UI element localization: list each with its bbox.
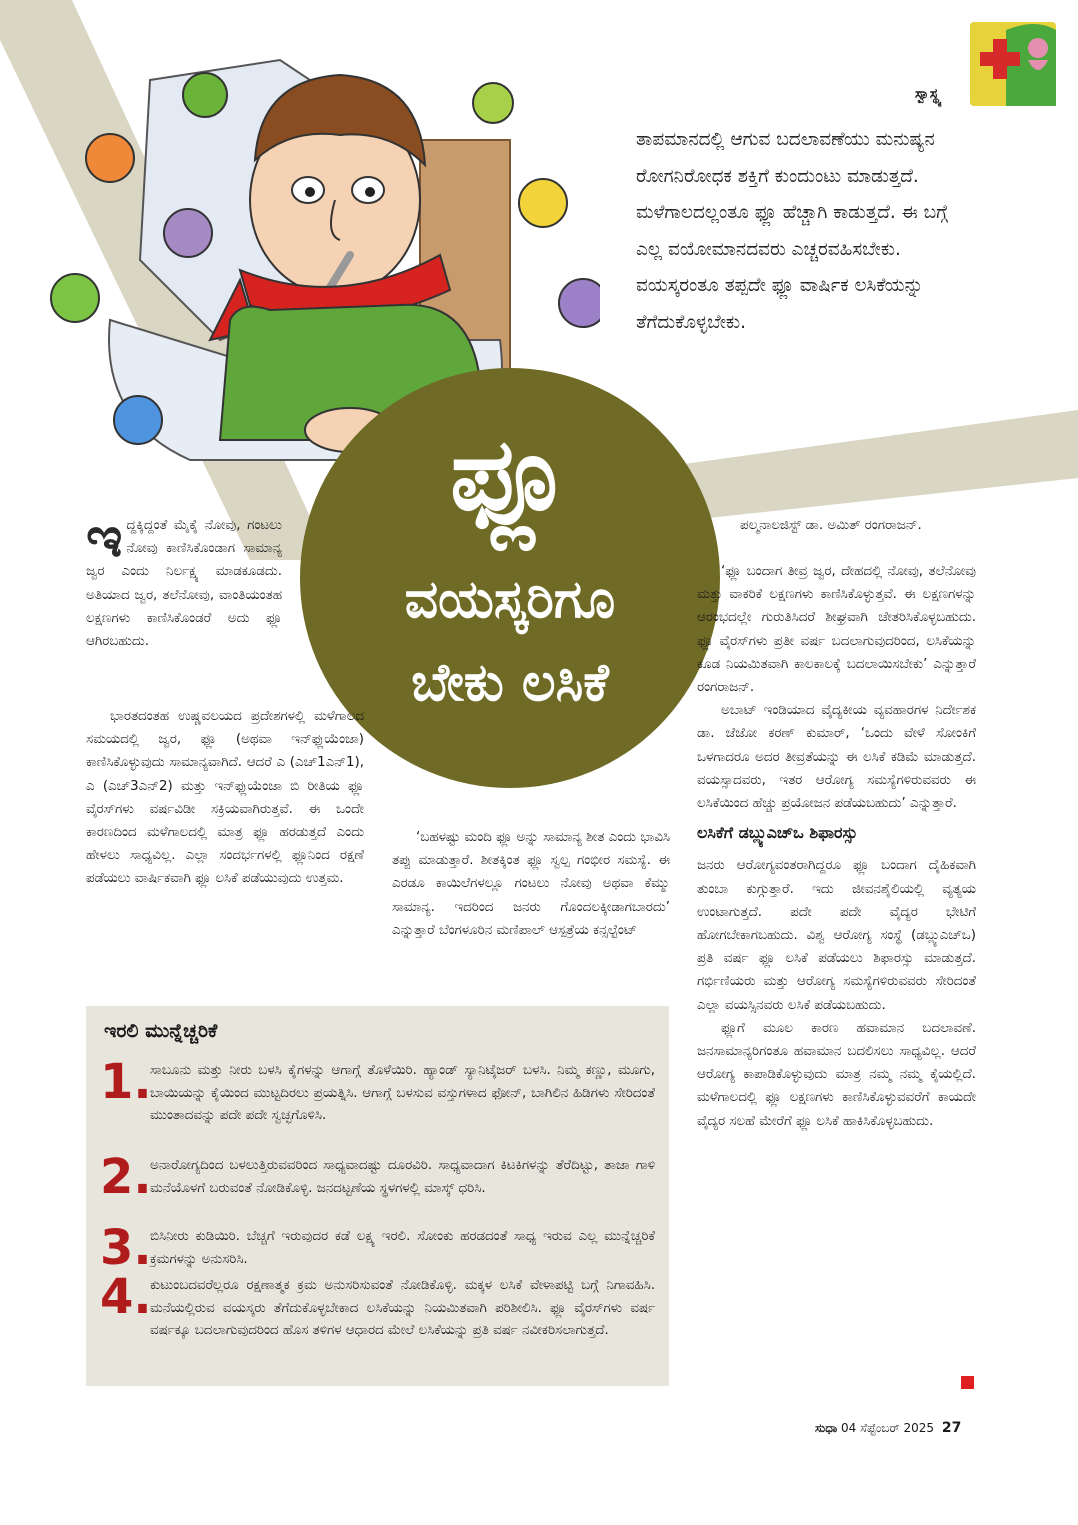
footer-date: 04 ಸೆಪ್ಟೆಂಬರ್ 2025 <box>841 1421 935 1435</box>
end-mark <box>961 1376 974 1389</box>
col3-paragraph-1: ಪಲ್ಮನಾಲಜಿಸ್ಟ್ ಡಾ. ಅಮಿತ್ ರಂಗರಾಜನ್. <box>740 518 922 533</box>
column-1-continued <box>86 705 364 891</box>
tip-text-1: ಸಾಬೂನು ಮತ್ತು ನೀರು ಬಳಸಿ ಕೈಗಳನ್ನು ಆಗಾಗ್ಗೆ ತೊಳೆಯಿರಿ. ಹ್ಯಾಂಡ್ ಸ್ಯಾನಿಟೈಜರ್ ಬಳಸಿ. ನಿಮ್ಮ ಕಣ್ಣು, ಮೂಗು, ಬಾಯಿಯನ್ನು ಕೈಯಿಂದ ಮುಟ್ಟದಿರಲು ಪ್ರಯತ್ನಿಸಿ. ಆಗಾಗ್ಗೆ ಬಳಸುವ ವಸ್ತುಗಳಾದ ಫೋನ್, ಬಾಗಿಲಿನ ಹಿಡಿಗಳು ಸೇರಿದಂತೆ ಮುಂತಾದವನ್ನು ಪದೇ ಪದೇ ಸ್ವಚ್ಛಗೊಳಿಸಿ. <box>150 1063 655 1123</box>
col1-paragraph-2: ಭಾರತದಂತಹ ಉಷ್ಣವಲಯದ ಪ್ರದೇಶಗಳಲ್ಲಿ ಮಳೆಗಾಲದ ಸಮಯದಲ್ಲಿ ಜ್ವರ, ಫ್ಲೂ (ಅಥವಾ ಇನ್‌ಫ್ಲುಯೆಂಜಾ) ಕಾಣಿಸಿಕೊಳ್ಳುವುದು ಸಾಮಾನ್ಯವಾಗಿದೆ. ಆದರೆ ಎ (ಎಚ್1ಎನ್1), ಎ (ಎಚ್3ಎನ್2) ಮತ್ತು ಇನ್‌ಫ್ಲುಯೆಂಜಾ ಬಿ ರೀತಿಯ ಫ್ಲೂ ವೈರಸ್‌ಗಳು ವರ್ಷವಿಡೀ ಸಕ್ರಿಯವಾಗಿರುತ್ತವೆ. ಈ ಒಂದೇ ಕಾರಣದಿಂದ ಮಳೆಗಾಲದಲ್ಲಿ ಮಾತ್ರ ಫ್ಲೂ ಹರಡುತ್ತದೆ ಎಂದು ಹೇಳಲು ಸಾಧ್ಯವಿಲ್ಲ. ಎಲ್ಲಾ ಸಂದರ್ಭಗಳಲ್ಲಿ ಫ್ಲೂನಿಂದ ರಕ್ಷಣೆ ಪಡೆಯಲು ವಾರ್ಷಿಕವಾಗಿ ಫ್ಲೂ ಲಸಿಕೆ ಪಡೆಯುವುದು ಉತ್ತಮ. <box>86 709 364 887</box>
col1-paragraph-1: ದ್ದಕ್ಕಿದ್ದಂತೆ ಮೈಕೈ ನೋವು, ಗಂಟಲು ನೋವು ಕಾಣಿಸಿಕೊಂಡಾಗ ಸಾಮಾನ್ಯ ಜ್ವರ ಎಂದು ನಿರ್ಲಕ್ಷ್ಯ ಮಾಡಕೂಡದು. ಅತಿಯಾದ ಜ್ವರ, ತಲೆನೋವು, ವಾಂತಿಯಂತಹ ಲಕ್ಷಣಗಳು ಕಾಣಿಸಿಕೊಂಡರೆ ಅದು ಫ್ಲೂ ಆಗಿರಬಹುದು. <box>86 518 282 650</box>
tip-number-3: 3. <box>100 1220 152 1276</box>
column-3-continued <box>697 560 976 1133</box>
tips-heading: ಇರಲಿ ಮುನ್ನೆಚ್ಚರಿಕೆ <box>104 1020 218 1042</box>
section-label: ಸ್ವಾಸ್ಥ್ಯ <box>915 86 942 102</box>
tip-number-1: 1. <box>100 1054 152 1110</box>
col3-paragraph-2: ‘ಫ್ಲೂ ಬಂದಾಗ ತೀವ್ರ ಜ್ವರ, ದೇಹದಲ್ಲಿ ನೋವು, ತಲೆನೋವು ಮತ್ತು ವಾಕರಿಕೆ ಲಕ್ಷಣಗಳು ಕಾಣಿಸಿಕೊಳ್ಳುತ್ತವೆ. ಈ ಲಕ್ಷಣಗಳನ್ನು ಆರಂಭದಲ್ಲೇ ಗುರುತಿಸಿದರೆ ಶೀಘ್ರವಾಗಿ ಚೇತರಿಸಿಕೊಳ್ಳಬಹುದು. ಫ್ಲೂ ವೈರಸ್‌ಗಳು ಪ್ರತೀ ವರ್ಷ ಬದಲಾಗುವುದರಿಂದ, ಲಸಿಕೆಯನ್ನು ಕೂಡ ನಿಯಮಿತವಾಗಿ ಕಾಲಕಾಲಕ್ಕೆ ಬದಲಾಯಿಸಬೇಕು’ ಎನ್ನುತ್ತಾರೆ ರಂಗರಾಜನ್. <box>697 564 976 696</box>
tip-number-2: 2. <box>100 1149 152 1205</box>
intro-text: ತಾಪಮಾನದಲ್ಲಿ ಆಗುವ ಬದಲಾವಣೆಯು ಮನುಷ್ಯನ ರೋಗನಿರೋಧಕ ಶಕ್ತಿಗೆ ಕುಂದುಂಟು ಮಾಡುತ್ತದೆ. ಮಳೆಗಾಲದಲ್ಲಂತೂ ಫ್ಲೂ ಹೆಚ್ಚಾಗಿ ಕಾಡುತ್ತದೆ. ಈ ಬಗ್ಗೆ ಎಲ್ಲ ವಯೋಮಾನದವರು ಎಚ್ಚರವಹಿಸಬೇಕು. ವಯಸ್ಕರಂತೂ ತಪ್ಪದೇ ಫ್ಲೂ ವಾರ್ಷಿಕ ಲಸಿಕೆಯನ್ನು ತೆಗೆದುಕೊಳ್ಳಬೇಕು. <box>636 129 948 333</box>
who-subheading: ಲಸಿಕೆಗೆ ಡಬ್ಲ್ಯುಎಚ್‌ಒ ಶಿಫಾರಸ್ಸು <box>697 823 858 843</box>
footer-page-number: 27 <box>941 1420 962 1436</box>
title-line-2: ವಯಸ್ಕರಿಗೂ <box>404 570 616 630</box>
title-line-3: ಬೇಕು ಲಸಿಕೆ <box>411 653 609 713</box>
dropcap: ಇ <box>86 505 123 570</box>
title-line-1: ಫ್ಲೂ <box>450 416 570 533</box>
page-footer <box>815 1420 961 1436</box>
tip-text-3: ಬಿಸಿನೀರು ಕುಡಿಯಿರಿ. ಬೆಚ್ಚಗೆ ಇರುವುದರ ಕಡೆ ಲಕ್ಷ್ಯ ಇರಲಿ. ಸೋಂಕು ಹರಡದಂತೆ ಸಾಧ್ಯ ಇರುವ ಎಲ್ಲ ಮುನ್ನೆಚ್ಚರಿಕೆ ಕ್ರಮಗಳನ್ನು ಅನುಸರಿಸಿ. <box>150 1229 655 1267</box>
tip-text-4: ಕುಟುಂಬದವರೆಲ್ಲರೂ ರಕ್ಷಣಾತ್ಮಕ ಕ್ರಮ ಅನುಸರಿಸುವಂತೆ ನೋಡಿಕೊಳ್ಳಿ. ಮಕ್ಕಳ ಲಸಿಕೆ ವೇಳಾಪಟ್ಟಿ ಬಗ್ಗೆ ನಿಗಾವಹಿಸಿ. ಮನೆಯಲ್ಲಿರುವ ವಯಸ್ಕರು ತೆಗೆದುಕೊಳ್ಳಬೇಕಾದ ಲಸಿಕೆಯನ್ನು ನಿಯಮಿತವಾಗಿ ಪರಿಶೀಲಿಸಿ. ಫ್ಲೂ ವೈರಸ್‌ಗಳು ವರ್ಷ ವರ್ಷಕ್ಕೂ ಬದಲಾಗುವುದರಿಂದ ಹೊಸ ತಳಿಗಳ ಆಧಾರದ ಮೇಲೆ ಲಸಿಕೆಯನ್ನು ಪ್ರತಿ ವರ್ಷ ನವೀಕರಿಸಲಾಗುತ್ತದೆ. <box>150 1278 655 1338</box>
column-1 <box>86 505 282 653</box>
col3-paragraph-4: ಜನರು ಆರೋಗ್ಯವಂತರಾಗಿದ್ದರೂ ಫ್ಲೂ ಬಂದಾಗ ದೈಹಿಕವಾಗಿ ತುಂಬಾ ಕುಗ್ಗುತ್ತಾರೆ. ಇದು ಜೀವನಶೈಲಿಯಲ್ಲಿ ವ್ಯತ್ಯಯ ಉಂಟಾಗುತ್ತದೆ. ಪದೇ ಪದೇ ವೈದ್ಯರ ಭೇಟಿಗೆ ಹೋಗಬೇಕಾಗಬಹುದು. ವಿಶ್ವ ಆರೋಗ್ಯ ಸಂಸ್ಥೆ (ಡಬ್ಲ್ಯುಎಚ್‌ಒ) ಪ್ರತಿ ವರ್ಷ ಫ್ಲೂ ಲಸಿಕೆ ಪಡೆಯಲು ಶಿಫಾರಸ್ಸು ಮಾಡುತ್ತದೆ. ಗರ್ಭಿಣಿಯರು ಮತ್ತು ಆರೋಗ್ಯ ಸಮಸ್ಯೆಗಳಿರುವವರು ಸೇರಿದಂತೆ ಎಲ್ಲಾ ವಯಸ್ಸಿನವರು ಲಸಿಕೆ ಪಡೆಯಬಹುದು. <box>697 858 976 1013</box>
column-2 <box>392 826 670 942</box>
tip-text-2: ಅನಾರೋಗ್ಯದಿಂದ ಬಳಲುತ್ತಿರುವವರಿಂದ ಸಾಧ್ಯವಾದಷ್ಟು ದೂರವಿರಿ. ಸಾಧ್ಯವಾದಾಗ ಕಿಟಕಿಗಳನ್ನು ತೆರೆದಿಟ್ಟು, ತಾಜಾ ಗಾಳಿ ಮನೆಯೊಳಗೆ ಬರುವಂತೆ ನೋಡಿಕೊಳ್ಳಿ. ಜನದಟ್ಟಣೆಯ ಸ್ಥಳಗಳಲ್ಲಿ ಮಾಸ್ಕ್ ಧರಿಸಿ. <box>150 1158 655 1196</box>
health-section-icon <box>966 0 1060 108</box>
col3-paragraph-3: ಅಬಾಟ್ ಇಂಡಿಯಾದ ವೈದ್ಯಕೀಯ ವ್ಯವಹಾರಗಳ ನಿರ್ದೇಶಕ ಡಾ. ಜೆಜೋ ಕರಣ್ ಕುಮಾರ್, ‘ಒಂದು ವೇಳೆ ಸೋಂಕಿಗೆ ಒಳಗಾದರೂ ಅದರ ತೀವ್ರತೆಯನ್ನು ಈ ಲಸಿಕೆ ಕಡಿಮೆ ಮಾಡುತ್ತದೆ. ವಯಸ್ಸಾದವರು, ಇತರ ಆರೋಗ್ಯ ಸಮಸ್ಯೆಗಳಿರುವವರು ಈ ಲಸಿಕೆಯಿಂದ ಹೆಚ್ಚು ಪ್ರಯೋಜನ ಪಡೆಯಬಹುದು’ ಎನ್ನುತ್ತಾರೆ. <box>697 703 976 812</box>
col2-paragraph-1: ‘ಬಹಳಷ್ಟು ಮಂದಿ ಫ್ಲೂ ಅನ್ನು ಸಾಮಾನ್ಯ ಶೀತ ಎಂದು ಭಾವಿಸಿ ತಪ್ಪು ಮಾಡುತ್ತಾರೆ. ಶೀತಕ್ಕಿಂತ ಫ್ಲೂ ಸ್ವಲ್ಪ ಗಂಭೀರ ಸಮಸ್ಯೆ. ಈ ಎರಡೂ ಕಾಯಿಲೆಗಳಲ್ಲೂ ಗಂಟಲು ನೋವು ಅಥವಾ ಕೆಮ್ಮು ಸಾಮಾನ್ಯ. ಇದರಿಂದ ಜನರು ಗೊಂದಲಕ್ಕೀಡಾಗಬಾರದು’ ಎನ್ನುತ್ತಾರೆ ಬೆಂಗಳೂರಿನ ಮಣಿಪಾಲ್ ಆಸ್ಪತ್ರೆಯ ಕನ್ಸಲ್ಟೆಂಟ್ <box>392 830 670 938</box>
footer-magazine: ಸುಧಾ <box>815 1421 838 1435</box>
tip-number-4: 4. <box>100 1269 152 1325</box>
column-3 <box>740 514 976 537</box>
col3-paragraph-5: ಫ್ಲೂಗೆ ಮೂಲ ಕಾರಣ ಹವಾಮಾನ ಬದಲಾವಣೆ. ಜನಸಾಮಾನ್ಯರಿಗಂತೂ ಹವಾಮಾನ ಬದಲಿಸಲು ಸಾಧ್ಯವಿಲ್ಲ. ಆದರೆ ಆರೋಗ್ಯ ಕಾಪಾಡಿಕೊಳ್ಳುವುದು ಮಾತ್ರ ನಮ್ಮ ನಮ್ಮ ಕೈಯಲ್ಲಿದೆ. ಮಳೆಗಾಲದಲ್ಲಿ ಫ್ಲೂ ಲಕ್ಷಣಗಳು ಕಾಣಿಸಿಕೊಳ್ಳುವವರೆಗೆ ಕಾಯದೇ ವೈದ್ಯರ ಸಲಹೆ ಮೇರೆಗೆ ಫ್ಲೂ ಲಸಿಕೆ ಹಾಕಿಸಿಕೊಳ್ಳಬಹುದು. <box>697 1020 976 1129</box>
